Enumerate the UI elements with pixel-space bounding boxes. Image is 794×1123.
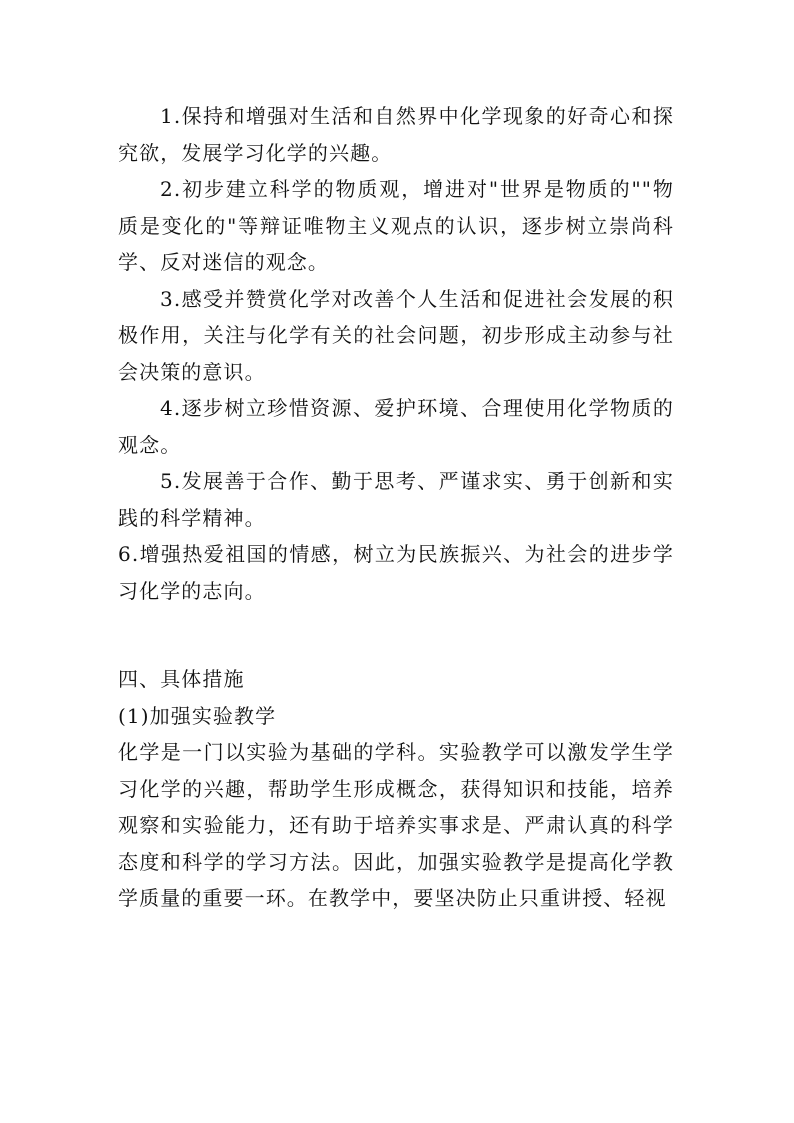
section-subtitle: (1)加强实验教学 (118, 703, 277, 728)
objective-5: 5.发展善于合作、勤于思考、严谨求实、勇于创新和实践的科学精神。 (118, 469, 674, 530)
objective-4: 4.逐步树立珍惜资源、爱护环境、合理使用化学物质的观念。 (118, 396, 674, 457)
document-content (118, 98, 674, 917)
section-spacer (118, 609, 674, 661)
objective-1: 1.保持和增强对生活和自然界中化学现象的好奇心和探究欲，发展学习化学的兴趣。 (118, 104, 674, 165)
section-title: 四、具体措施 (118, 667, 245, 691)
section-body: 化学是一门以实验为基础的学科。实验教学可以激发学生学习化学的兴趣，帮助学生形成概念，获得知识和技能，培养观察和实验能力，还有助于培养实事求是、严肃认真的科学态度和科学的学习方法。因此，加强实验教学是提高化学教学质量的重要一环。在教学中，要坚决防止只重讲授、轻视 (118, 740, 674, 910)
objective-3: 3.感受并赞赏化学对改善个人生活和促进社会发展的积极作用，关注与化学有关的社会问题，初步形成主动参与社会决策的意识。 (118, 286, 674, 384)
objective-2: 2.初步建立科学的物质观，增进对"世界是物质的""物质是变化的"等辩证唯物主义观点的认识，逐步树立崇尚科学、反对迷信的观念。 (118, 177, 674, 274)
objective-6: 6.增强热爱祖国的情感，树立为民族振兴、为社会的进步学习化学的志向。 (118, 542, 674, 603)
